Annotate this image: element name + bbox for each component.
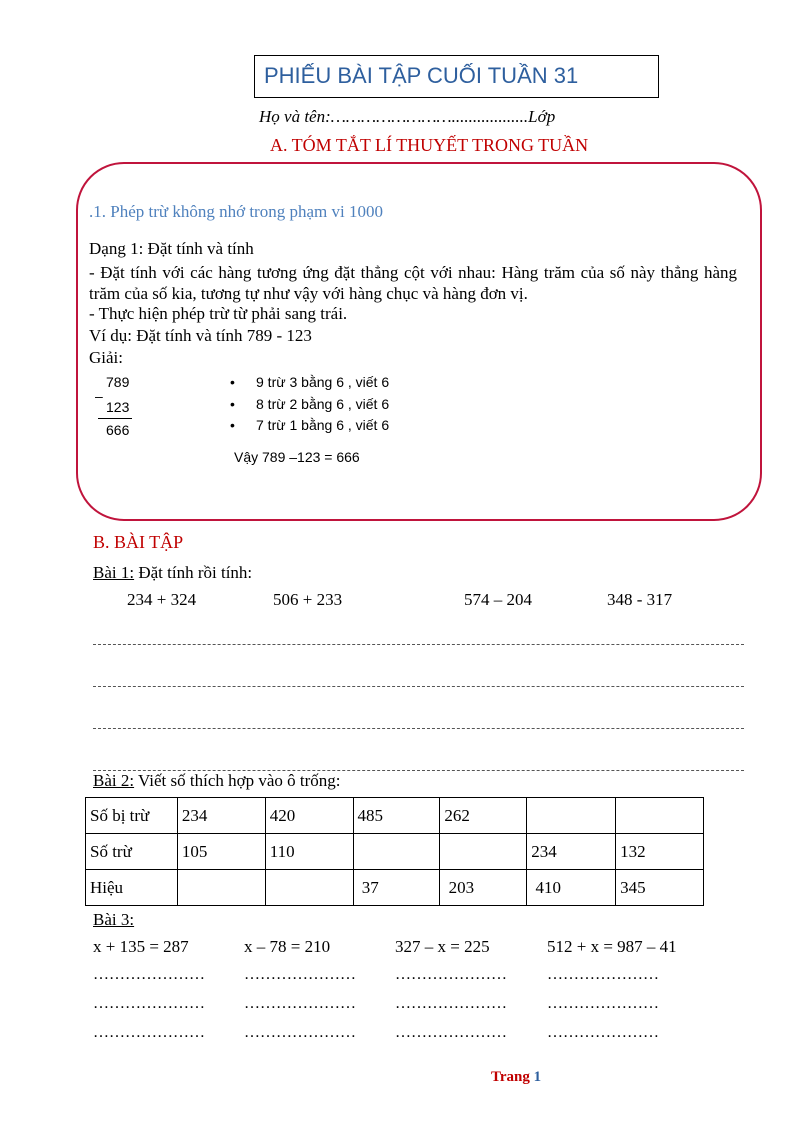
step-bullet: • (230, 417, 235, 433)
exercise-1-expr: 234 + 324 (127, 590, 197, 609)
answer-dots: ………………… (395, 966, 507, 983)
conclusion: Vậy 789 –123 = 666 (234, 449, 360, 465)
row-label-subtrahend: Số trừ (86, 834, 178, 870)
page-number: 1 (533, 1069, 542, 1085)
exercise-1-header (93, 563, 252, 583)
table-row-subtrahend (86, 834, 704, 870)
section-a-heading: A. TÓM TẮT LÍ THUYẾT TRONG TUẦN (270, 135, 589, 155)
table-cell: 234 (177, 798, 265, 834)
step-2: 8 trừ 2 bằng 6 , viết 6 (256, 396, 390, 412)
equation: x – 78 = 210 (244, 937, 331, 956)
table-cell-blank (440, 834, 527, 870)
answer-dots: ………………… (547, 995, 659, 1012)
table-cell: 105 (177, 834, 265, 870)
answer-line (93, 644, 744, 645)
table-cell: 345 (616, 870, 704, 906)
answer-dots: ………………… (93, 995, 205, 1012)
exercise-2-instruction: Viết số thích hợp vào ô trống: (134, 771, 341, 790)
calc-top-number: 789 (106, 374, 130, 390)
row-label-difference: Hiệu (86, 870, 178, 906)
calc-bottom-number: 123 (106, 399, 130, 415)
name-class-line: Họ và tên:……………………..................Lớp (259, 107, 556, 126)
table-cell: 485 (353, 798, 440, 834)
table-cell: 203 (440, 870, 527, 906)
step-3: 7 trừ 1 bằng 6 , viết 6 (256, 417, 390, 433)
solution-label: Giải: (89, 348, 123, 367)
table-cell-blank (265, 870, 353, 906)
table-cell: 110 (265, 834, 353, 870)
answer-dots: ………………… (547, 966, 659, 983)
calc-result: 666 (106, 422, 130, 438)
answer-dots: ………………… (93, 966, 205, 983)
title-box (254, 55, 659, 98)
table-cell-blank (616, 798, 704, 834)
page-footer (491, 1069, 541, 1086)
exercise-1-expr: 348 - 317 (607, 590, 673, 609)
theory-topic: .1. Phép trừ không nhớ trong phạm vi 1000 (89, 202, 383, 221)
section-b-heading: B. BÀI TẬP (93, 532, 184, 552)
theory-rule-2: - Thực hiện phép trừ từ phải sang trái. (89, 304, 348, 323)
row-label-minuend: Số bị trừ (86, 798, 178, 834)
exercise-2-label: Bài 2: (93, 771, 135, 790)
table-cell: 420 (265, 798, 353, 834)
table-row-difference (86, 870, 704, 906)
answer-line (93, 686, 744, 687)
answer-dots: ………………… (395, 1024, 507, 1041)
answer-line (93, 728, 744, 729)
exercise-1-expr: 506 + 233 (273, 590, 343, 609)
answer-dots: ………………… (244, 995, 356, 1012)
worksheet-title: PHIẾU BÀI TẬP CUỐI TUẦN 31 (264, 63, 579, 88)
theory-type: Dạng 1: Đặt tính và tính (89, 239, 254, 258)
table-cell-blank (177, 870, 265, 906)
exercise-1-expr: 574 – 204 (464, 590, 532, 609)
table-cell-blank (353, 834, 440, 870)
table-cell: 234 (527, 834, 616, 870)
answer-dots: ………………… (93, 1024, 205, 1041)
exercise-2-header (93, 771, 341, 791)
subtraction-table (85, 797, 704, 906)
theory-rule-1: - Đặt tính với các hàng tương ứng đặt thẳng cột với nhau: Hàng trăm của số này thẳng hàng trăm của số kia, tương tự như vậy với hàng chục và hàng đơn vị. (89, 263, 737, 303)
table-cell: 37 (353, 870, 440, 906)
table-cell: 410 (527, 870, 616, 906)
step-bullet: • (230, 396, 235, 412)
answer-dots: ………………… (244, 1024, 356, 1041)
answer-dots: ………………… (547, 1024, 659, 1041)
exercise-1-label: Bài 1: (93, 563, 135, 582)
theory-example: Ví dụ: Đặt tính và tính 789 - 123 (89, 326, 312, 345)
minus-sign: – (95, 388, 103, 404)
exercise-1-instruction: Đặt tính rồi tính: (134, 563, 253, 582)
step-bullet: • (230, 374, 235, 390)
equation: 327 – x = 225 (395, 937, 490, 956)
answer-dots: ………………… (244, 966, 356, 983)
answer-dots: ………………… (395, 995, 507, 1012)
calc-rule-line (98, 418, 132, 419)
table-cell-blank (527, 798, 616, 834)
page-label: Trang (491, 1069, 534, 1085)
table-cell: 262 (440, 798, 527, 834)
exercise-3-label: Bài 3: (93, 910, 135, 929)
equation: x + 135 = 287 (93, 937, 189, 956)
table-row-minuend (86, 798, 704, 834)
step-1: 9 trừ 3 bằng 6 , viết 6 (256, 374, 390, 390)
table-cell: 132 (616, 834, 704, 870)
equation: 512 + x = 987 – 41 (547, 937, 677, 956)
